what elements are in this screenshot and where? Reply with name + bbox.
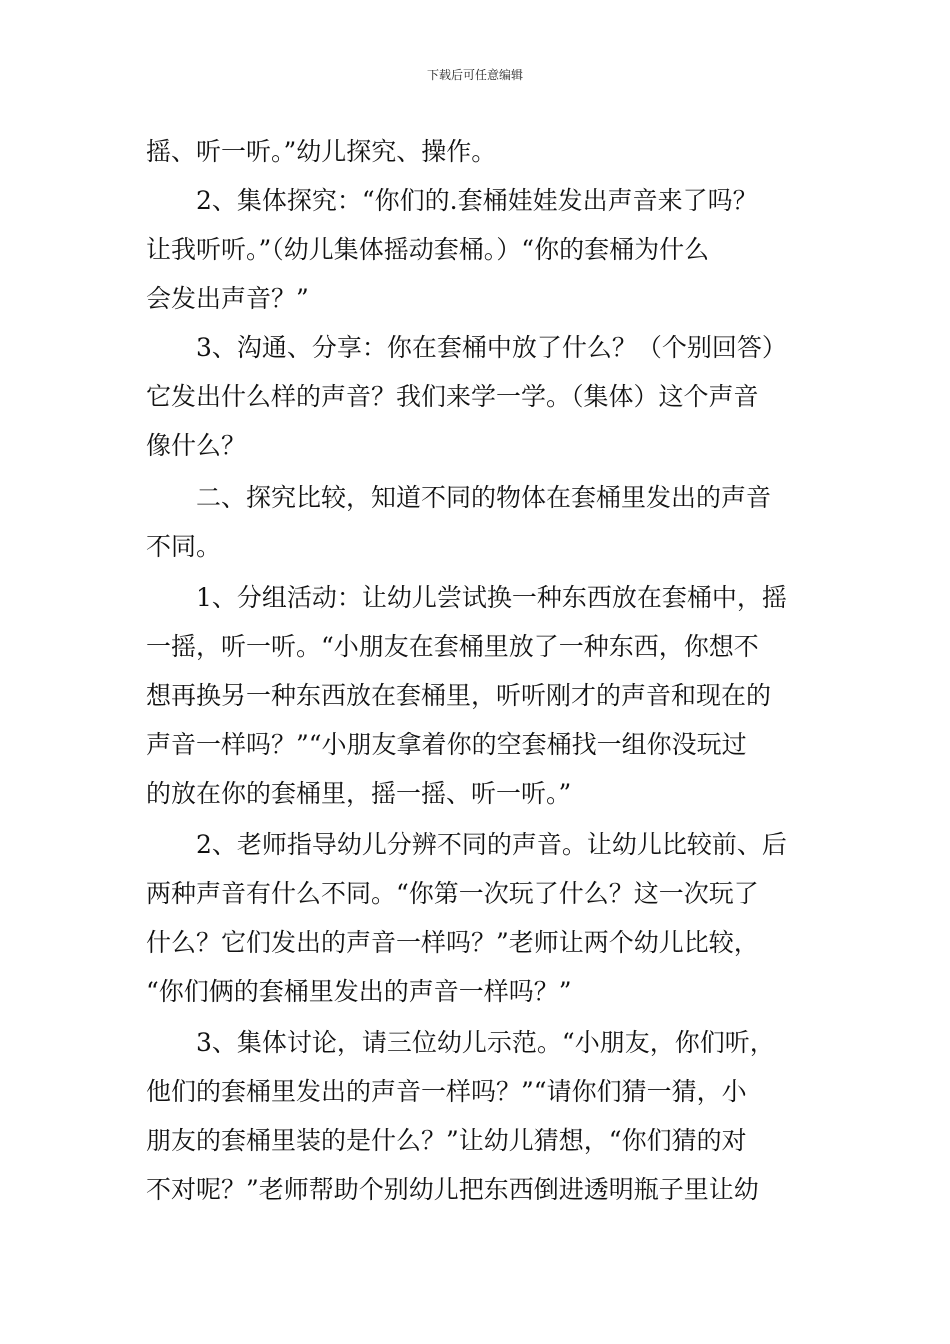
text-line: 声音一样吗？”“小朋友拿着你的空套桶找一组你没玩过 — [146, 730, 747, 759]
text-line: 2、老师指导幼儿分辨不同的声音。让幼儿比较前、后 — [196, 830, 787, 859]
text-line: 3、集体讨论，请三位幼儿示范。“小朋友，你们听， — [196, 1028, 775, 1057]
text-line: 想再换另一种东西放在套桶里，听听刚才的声音和现在的 — [146, 681, 772, 710]
text-line: 一摇，听一听。“小朋友在套桶里放了一种东西，你想不 — [146, 632, 759, 661]
text-line: 让我听听。”（幼儿集体摇动套桶。）“你的套桶为什么 — [146, 235, 710, 264]
text-line: “你们俩的套桶里发出的声音一样吗？” — [146, 977, 572, 1006]
text-line: 他们的套桶里发出的声音一样吗？”“请你们猜一猜，小 — [146, 1077, 747, 1106]
text-line: 不对呢？”老师帮助个别幼儿把东西倒进透明瓶子里让幼 — [146, 1175, 759, 1204]
text-line: 二、探究比较，知道不同的物体在套桶里发出的声音 — [196, 483, 772, 512]
text-line: 什么？它们发出的声音一样吗？”老师让两个幼儿比较， — [146, 928, 759, 957]
text-line: 它发出什么样的声音？我们来学一学。（集体）这个声音 — [146, 382, 759, 411]
page-header: 下载后可任意编辑 — [426, 68, 523, 82]
text-line: 的放在你的套桶里，摇一摇、听一听。” — [146, 779, 572, 808]
text-line: 摇、听一听。”幼儿探究、操作。 — [146, 137, 497, 166]
text-line: 3、沟通、分享：你在套桶中放了什么？（个别回答） — [196, 333, 787, 362]
text-line: 会发出声音？” — [146, 284, 309, 313]
text-line: 朋友的套桶里装的是什么？”让幼儿猜想，“你们猜的对 — [146, 1126, 747, 1155]
text-line: 两种声音有什么不同。“你第一次玩了什么？这一次玩了 — [146, 879, 759, 908]
text-line: 不同。 — [146, 532, 222, 561]
text-line: 像什么？ — [146, 431, 247, 460]
text-line: 1、分组活动：让幼儿尝试换一种东西放在套桶中，摇 — [196, 583, 787, 612]
text-line: 2、集体探究：“你们的.套桶娃娃发出声音来了吗？ — [196, 186, 758, 215]
